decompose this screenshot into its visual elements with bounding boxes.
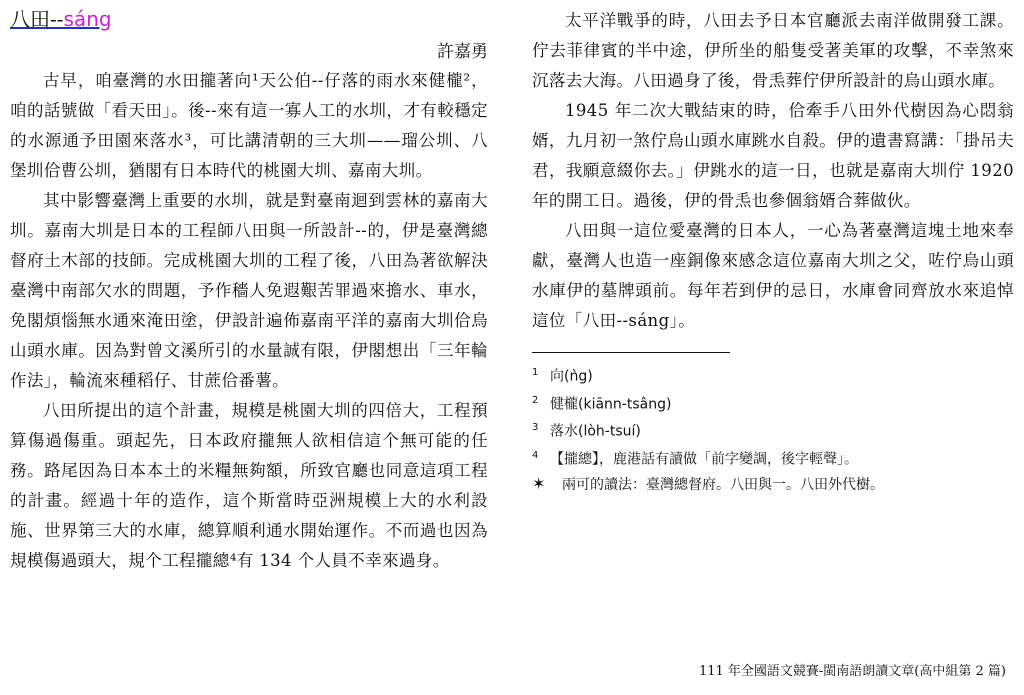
page-footer: 111 年全國語文競賽-閩南語朗讀文章(高中組第 2 篇) [698, 664, 1006, 679]
footnote [532, 416, 1014, 444]
title-sang: sáng [63, 7, 112, 31]
footnote-text: 【攏總】，鹿港話有讀做「前字變調，後字輕聲」。 [550, 451, 858, 468]
footnote-number: 2 [532, 394, 539, 406]
footnote-divider [532, 352, 730, 353]
footnote [532, 361, 1014, 389]
footnote-text: 健櫳(kiānn-tsâng) [550, 396, 672, 413]
footnote-note [532, 472, 1014, 497]
footnote-number: 1 [532, 367, 539, 378]
paragraph: 1945 年二次大戰結束的時，佮牽手八田外代樹因為心悶翁婿，九月初一煞佇烏山頭水庫跳水自殺。伊的遺書寫講：「掛吊夫君，我願意綴你去。」伊跳水的這一日，也就是嘉南大圳佇 1920 年的開工日。過後，伊的骨𤆬也參個翁婿合葬做伙。 [532, 101, 1014, 210]
star-icon: ✶ [532, 473, 546, 493]
footnote [532, 444, 1014, 472]
footnote-text: 兩可的讀法：臺灣總督府。八田與一。八田外代樹。 [562, 476, 884, 493]
title-prefix: 八田-- [10, 7, 64, 31]
footnote-number: 3 [532, 422, 539, 434]
left-column [10, 6, 488, 576]
paragraph: 其中影響臺灣上重要的水圳，就是對臺南迴到雲林的嘉南大圳。嘉南大圳是日本的工程師八田與一所設計--的，伊是臺灣總督府土木部的技師。完成桃園大圳的工程了後，八田為著欲解決臺灣中南部欠水的問題，予作穡人免遐艱苦罪過來擔水、車水，免閣煩惱無水通來淹田塗，伊設計遍佈嘉南平洋的嘉南大圳佮烏山頭水庫。因為對曾文溪所引的水量誠有限，伊閣想出「三年輪作法」，輪流來種稻仔、甘蔗佮番薯。 [10, 191, 488, 390]
footnote [532, 389, 1014, 417]
paragraph: 八田與一這位愛臺灣的日本人，一心為著臺灣這塊土地來奉獻，臺灣人也造一座銅像來感念這位嘉南大圳之父，咗佇烏山頭水庫伊的墓牌頭前。每年若到伊的忌日，水庫會同齊放水來追悼這位「八田--sáng」。 [532, 221, 1014, 330]
footnote-text: 向(ǹg) [550, 368, 593, 385]
paragraph: 古早，咱臺灣的水田攏著向¹天公伯--仔落的雨水來健櫳²，咱的話號做「看天田」。後--來有這一寡人工的水圳，才有較穩定的水源通予田園來落水³，可比講清朝的三大圳——瑠公圳、八堡圳佮曹公圳，猶閣有日本時代的桃園大圳、嘉南大圳。 [10, 71, 488, 180]
paragraph: 八田所提出的這个計畫，規模是桃園大圳的四倍大，工程預算傷過傷重。頭起先，日本政府攏無人欲相信這个無可能的任務。路尾因為日本本土的米糧無夠額，所致官廳也同意這項工程的計畫。經過十年的造作，這个斯當時亞洲規模上大的水利設施、世界第三大的水庫，總算順利通水開始運作。不而過也因為規模傷過頭大，規个工程攏總⁴有 134 个人員不幸來過身。 [10, 401, 488, 570]
right-column [532, 6, 1014, 497]
footnote-number: 4 [532, 449, 539, 461]
article-title [10, 6, 488, 34]
author-name: 許嘉勇 [437, 42, 488, 62]
footnote-text: 落水(lòh-tsuí) [550, 423, 641, 440]
paragraph: 太平洋戰爭的時，八田去予日本官廳派去南洋做開發工課。佇去菲律賓的半中途，伊所坐的船隻受著美軍的攻擊，不幸煞來沉落去大海。八田過身了後，骨𤆬葬佇伊所設計的烏山頭水庫。 [532, 11, 1014, 90]
